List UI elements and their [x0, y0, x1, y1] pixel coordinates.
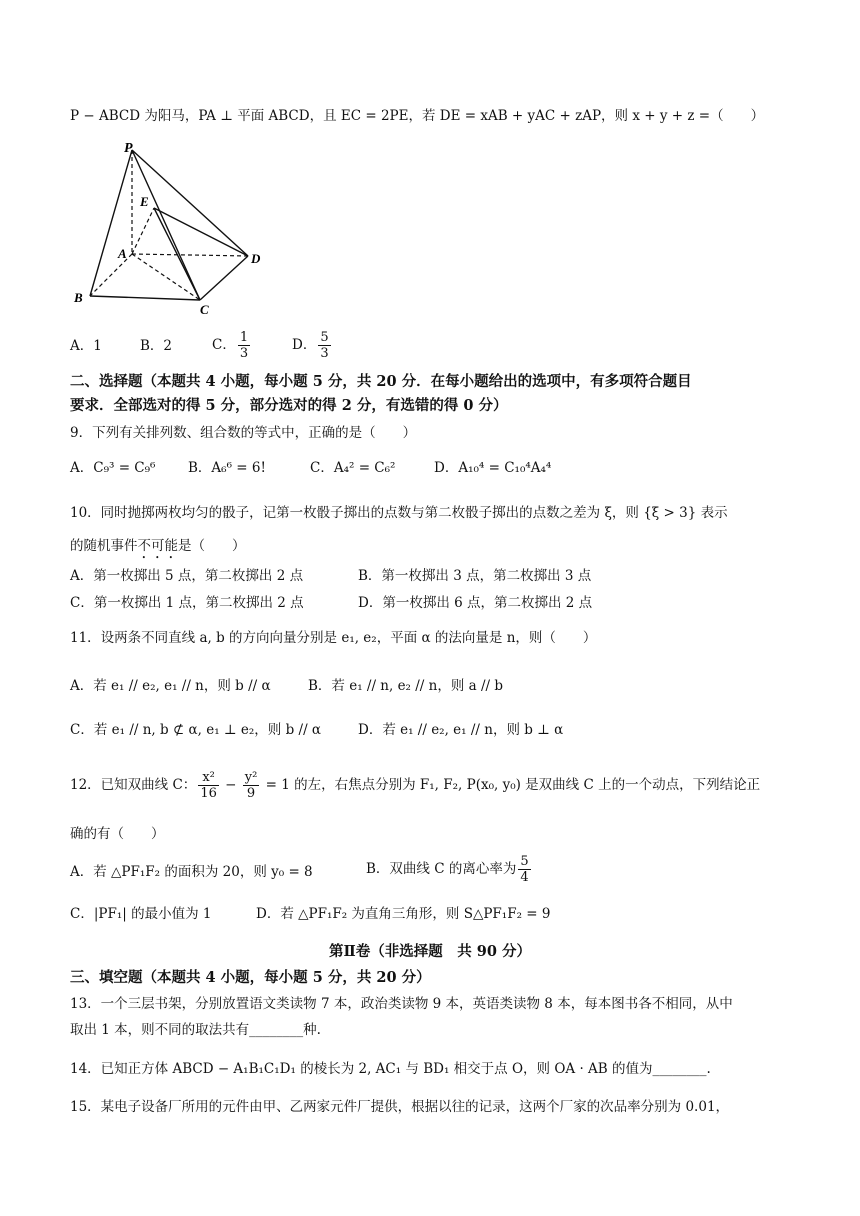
q10-option-b[interactable]: B．第一枚掷出 3 点，第二枚掷出 3 点 [358, 568, 592, 584]
section2-heading-line1: 二、选择题（本题共 4 小题，每小题 5 分，共 20 分．在每小题给出的选项中，有多项符合题目 [70, 373, 692, 390]
q12-frac-y: $\frac{\text{y²}}{9}$ [244, 770, 258, 801]
q13-line2: 取出 1 本，则不同的取法共有________种. [70, 1022, 321, 1038]
q10-stem-line2: 的随机事件不可能是（ ） [70, 538, 246, 554]
q10-option-d[interactable]: D．第一枚掷出 6 点，第二枚掷出 2 点 [358, 595, 593, 611]
q11-option-c[interactable]: C．若 e₁ // n, b ⊄ α, e₁ ⊥ e₂，则 b // α [70, 722, 322, 738]
label-c: C [200, 302, 209, 316]
q9-option-d[interactable]: D．A₁₀⁴ = C₁₀⁴A₄⁴ [434, 460, 552, 476]
section2-heading-line2: 要求．全部选对的得 5 分，部分选对的得 2 分，有选错的得 0 分） [70, 397, 508, 414]
q8-option-c[interactable] [212, 330, 252, 361]
q11-option-b[interactable]: B．若 e₁ // n, e₂ // n，则 a // b [308, 678, 504, 694]
part2-title: 第Ⅱ卷（非选择题 共 90 分） [329, 943, 531, 960]
q10-option-c[interactable]: C．第一枚掷出 1 点，第二枚掷出 2 点 [70, 595, 304, 611]
q9-option-a[interactable]: A．C₉³ = C₉⁶ [70, 460, 156, 476]
q8-option-d-fraction: $\frac{5}{3}$ [320, 330, 329, 361]
q9-option-b[interactable]: B．A₆⁶ = 6! [188, 460, 266, 476]
q12-option-a[interactable]: A．若 △PF₁F₂ 的面积为 20，则 y₀ = 8 [70, 864, 313, 880]
q10-options-row2 [70, 593, 790, 615]
q8-options [70, 330, 790, 364]
q8-option-b[interactable]: B．2 [140, 338, 173, 354]
label-d: D [251, 251, 261, 266]
q9-option-c[interactable]: C．A₄² = C₆² [310, 460, 396, 476]
q8-option-d-label: D． [292, 337, 317, 353]
q12-option-b[interactable]: B．双曲线 C 的离心率为 $\frac{5}{4}$ [366, 854, 529, 885]
q8-stem: P − ABCD 为阳马，PA ⊥ 平面 ABCD，且 EC = 2PE，若 DE = xAB + yAC + zAP，则 x + y + z =（ ） [70, 108, 765, 124]
q8-option-c-fraction: $\frac{1}{3}$ [239, 330, 249, 361]
q11-options-row1 [70, 676, 790, 698]
q11-options-row2 [70, 720, 790, 742]
q15-stem: 15．某电子设备厂所用的元件由甲、乙两家元件厂提供，根据以往的记录，这两个厂家的次品率分别为 0.01， [70, 1099, 730, 1115]
q11-option-a[interactable]: A．若 e₁ // e₂, e₁ // n，则 b // α [70, 678, 271, 694]
q12-option-b-fraction: $\frac{5}{4}$ [520, 854, 529, 885]
q9-stem: 9．下列有关排列数、组合数的等式中，正确的是（ ） [70, 425, 417, 441]
q12-frac-x: $\frac{\text{x²}}{16}$ [200, 770, 217, 801]
q8-option-c-label: C． [212, 337, 236, 353]
q10-options-row1 [70, 566, 790, 588]
q11-option-d[interactable]: D．若 e₁ // e₂, e₁ // n，则 b ⊥ α [358, 722, 564, 738]
label-e: E [140, 194, 149, 209]
q12-option-c[interactable]: C．|PF₁| 的最小值为 1 [70, 906, 212, 922]
q8-option-d[interactable] [292, 330, 333, 361]
q11-stem: 11．设两条不同直线 a, b 的方向向量分别是 e₁, e₂，平面 α 的法向量是 n，则（ ） [70, 630, 597, 646]
q14-stem: 14．已知正方体 ABCD − A₁B₁C₁D₁ 的棱长为 2, AC₁ 与 BD₁ 相交于点 O，则 OA · AB 的值为________. [70, 1061, 711, 1077]
q10-option-a[interactable]: A．第一枚掷出 5 点，第二枚掷出 2 点 [70, 568, 304, 584]
label-p: P [124, 141, 133, 156]
q8-option-a[interactable]: A．1 [70, 338, 102, 354]
q12-options-row2 [70, 904, 790, 926]
label-a: A [118, 246, 127, 261]
q12-options-row1 [70, 854, 790, 890]
q12-stem-line1: 12．已知双曲线 C： $\frac{\text{x²}}{16}$ − $\frac{\text{y²}}{9}$ = 1 的左，右焦点分别为 F₁, F₂, P(x₀, y₀) 是双曲线 C 上的一个动点，下列结论正 [70, 770, 761, 801]
q10-stem-line1: 10．同时抛掷两枚均匀的骰子，记第一枚骰子掷出的点数与第二枚骰子掷出的点数之差为 ξ，则 {ξ > 3} 表示 [70, 505, 728, 521]
q12-stem-line2: 确的有（ ） [70, 826, 165, 842]
section3-heading: 三、填空题（本题共 4 小题，每小题 5 分，共 20 分） [70, 969, 431, 986]
q10-emphasis: 不可能 [137, 538, 178, 554]
q13-line1: 13．一个三层书架，分别放置语文类读物 7 本，政治类读物 9 本，英语类读物 8 本，每本图书各不相同，从中 [70, 996, 733, 1012]
label-b: B [74, 290, 83, 305]
q9-options [70, 458, 790, 480]
q12-option-d[interactable]: D．若 △PF₁F₂ 为直角三角形，则 S△PF₁F₂ = 9 [256, 906, 551, 922]
pyramid-figure [70, 136, 270, 316]
